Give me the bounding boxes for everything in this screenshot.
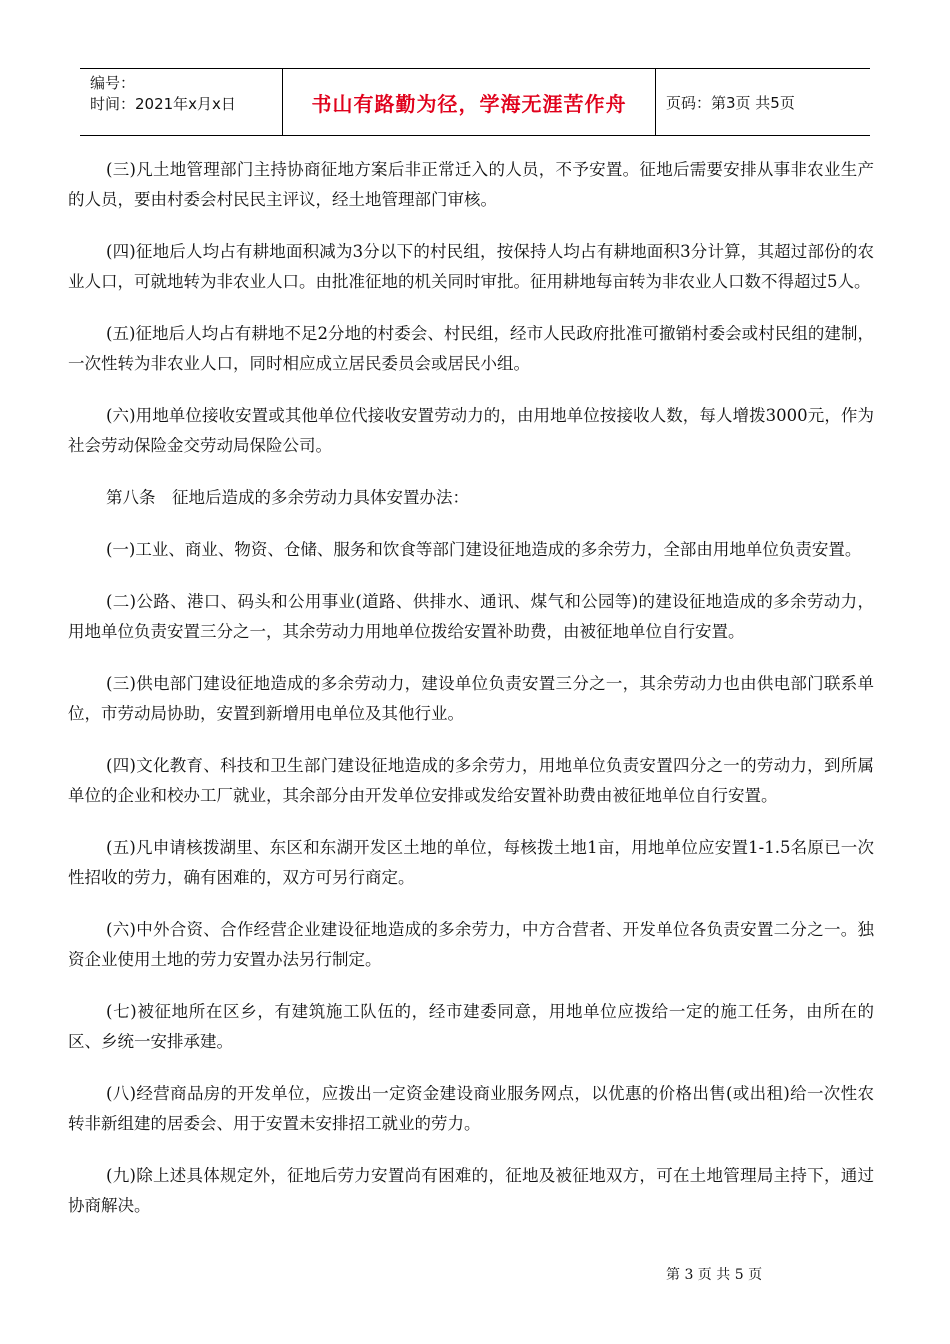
article-heading: 第八条 征地后造成的多余劳动力具体安置办法： — [106, 488, 469, 507]
paragraph: (一)工业、商业、物资、仓储、服务和饮食等部门建设征地造成的多余劳力，全部由用地单位负责安置。 — [106, 540, 862, 559]
paragraph: (九)除上述具体规定外，征地后劳力安置尚有困难的，征地及被征地双方，可在土地管理局主持下，通过协商解决。 — [68, 1166, 874, 1215]
document-date: 时间：2021年x月x日 — [90, 95, 236, 113]
paragraph: (八)经营商品房的开发单位，应拨出一定资金建设商业服务网点，以优惠的价格出售(或出租)给一次性农转非新组建的居委会、用于安置未安排招工就业的劳力。 — [68, 1084, 874, 1133]
paragraph: (三)凡土地管理部门主持协商征地方案后非正常迁入的人员，不予安置。征地后需要安排从事非农业生产的人员，要由村委会村民民主评议，经土地管理部门审核。 — [68, 160, 874, 209]
paragraph: (七)被征地所在区乡，有建筑施工队伍的，经市建委同意，用地单位应拨给一定的施工任务，由所在的区、乡统一安排承建。 — [68, 1002, 874, 1051]
paragraph: (三)供电部门建设征地造成的多余劳动力，建设单位负责安置三分之一，其余劳动力也由供电部门联系单位，市劳动局协助，安置到新增用电单位及其他行业。 — [68, 674, 874, 723]
page-footer: 第 3 页 共 5 页 — [666, 1267, 763, 1283]
document-header — [80, 68, 870, 136]
paragraph: (五)凡申请核拨湖里、东区和东湖开发区土地的单位，每核拨土地1亩，用地单位应安置1-1.5名原已一次性招收的劳力，确有困难的，双方可另行商定。 — [68, 838, 874, 887]
header-meta — [80, 69, 283, 136]
paragraph: (四)文化教育、科技和卫生部门建设征地造成的多余劳力，用地单位负责安置四分之一的劳动力，到所属单位的企业和校办工厂就业，其余部分由开发单位安排或发给安置补助费由被征地单位自行安置。 — [68, 756, 874, 805]
paragraph: (六)中外合资、合作经营企业建设征地造成的多余劳力，中方合营者、开发单位各负责安置二分之一。独资企业使用土地的劳力安置办法另行制定。 — [68, 920, 874, 969]
paragraph: (五)征地后人均占有耕地不足2分地的村委会、村民组，经市人民政府批准可撤销村委会或村民组的建制，一次性转为非农业人口，同时相应成立居民委员会或居民小组。 — [68, 324, 874, 373]
paragraph: (二)公路、港口、码头和公用事业(道路、供排水、通讯、煤气和公园等)的建设征地造成的多余劳动力，用地单位负责安置三分之一，其余劳动力用地单位拨给安置补助费，由被征地单位自行安置。 — [68, 592, 874, 641]
header-motto: 书山有路勤为径，学海无涯苦作舟 — [283, 69, 656, 136]
paragraph: (六)用地单位接收安置或其他单位代接收安置劳动力的，由用地单位按接收人数，每人增拨3000元，作为社会劳动保险金交劳动局保险公司。 — [68, 406, 874, 455]
header-page-info: 页码：第3页 共5页 — [656, 69, 871, 136]
document-body — [68, 155, 874, 1243]
paragraph: (四)征地后人均占有耕地面积减为3分以下的村民组，按保持人均占有耕地面积3分计算，其超过部份的农业人口，可就地转为非农业人口。由批准征地的机关同时审批。征用耕地每亩转为非农业人口数不得超过5人。 — [68, 242, 874, 291]
document-number: 编号： — [90, 74, 136, 92]
